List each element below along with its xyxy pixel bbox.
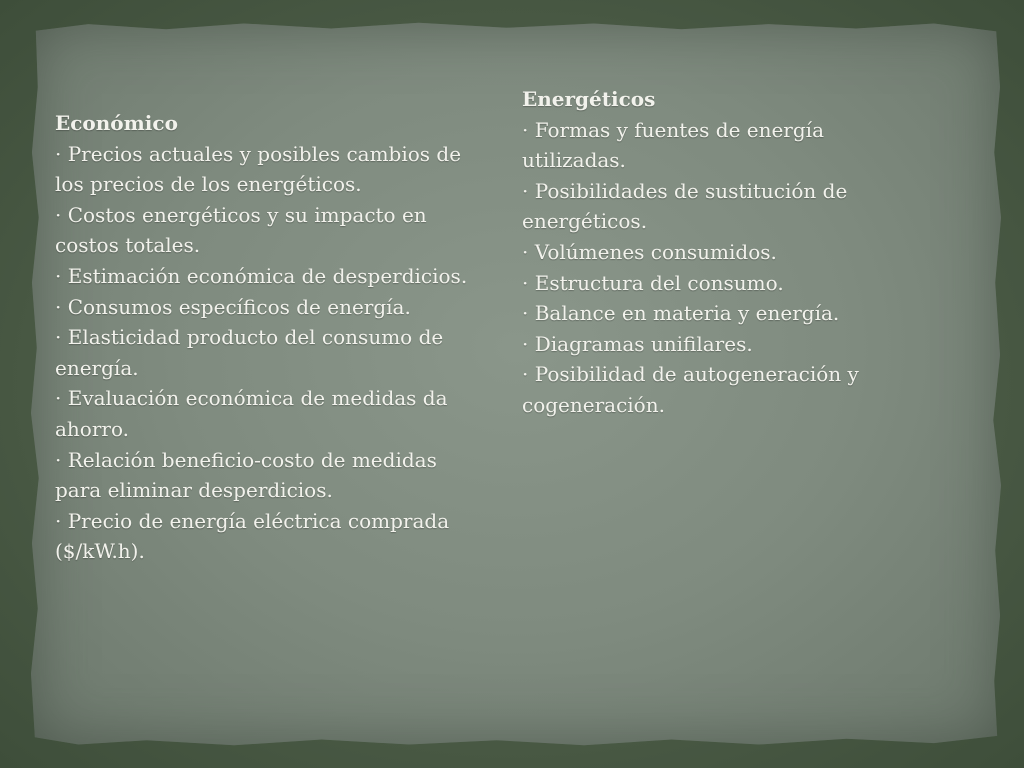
energeticos-item: · Posibilidades de sustitución de energéticos. [522,178,848,234]
energeticos-column [522,84,902,421]
energeticos-item: · Volúmenes consumidos. [522,239,777,264]
economico-item: · Costos energéticos y su impacto en costos totales. [55,202,427,258]
economico-item: · Evaluación económica de medidas da ahorro. [55,386,448,441]
economico-item: · Estimación económica de desperdicios. [55,263,468,288]
energeticos-item: · Diagramas unifilares. [522,331,753,356]
economico-item: · Consumos específicos de energía. [55,294,411,319]
economico-item: · Relación beneficio-costo de medidas para eliminar desperdicios. [55,447,437,503]
economico-column [55,108,485,567]
energeticos-heading: Energéticos [522,87,656,111]
economico-heading: Económico [55,111,178,135]
energeticos-item: · Estructura del consumo. [522,270,784,295]
economico-item: · Precio de energía eléctrica comprada ($/kW.h). [55,508,450,564]
energeticos-item: · Formas y fuentes de energía utilizadas. [522,117,824,173]
economico-item: · Precios actuales y posibles cambios de los precios de los energéticos. [55,141,462,197]
energeticos-item: · Posibilidad de autogeneración y cogeneración. [522,362,859,417]
economico-item: · Elasticidad producto del consumo de energía. [55,325,444,380]
energeticos-item: · Balance en materia y energía. [522,301,840,326]
